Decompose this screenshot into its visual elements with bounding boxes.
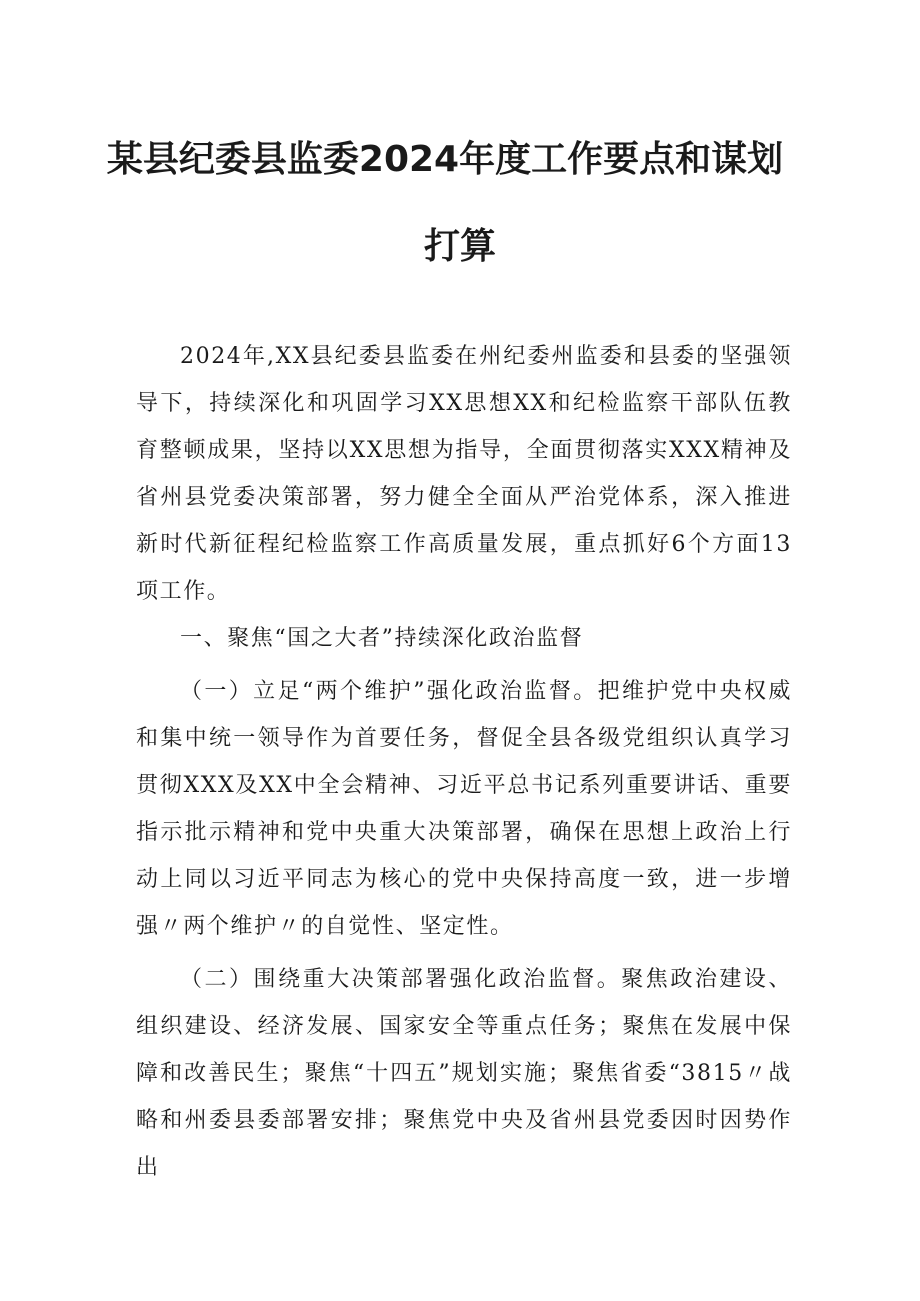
item-2-paragraph: （二）围绕重大决策部署强化政治监督。聚焦政治建设、组织建设、经济发展、国家安全等重点任务；聚焦在发展中保障和改善民生；聚焦“十四五”规划实施；聚焦省委“3815〃战略和州委县委部署安排；聚焦党中央及省州县党委因时因势作出 [136, 967, 792, 1180]
document-title-line-1: 某县纪委县监委2024年度工作要点和谋划 [106, 139, 784, 180]
document-title-line-2: 打算 [423, 226, 496, 267]
item-1-paragraph: （一）立足“两个维护”强化政治监督。把维护党中央权威和集中统一领导作为首要任务，督促全县各级党组织认真学习贯彻XXX及XX中全会精神、习近平总书记系列重要讲话、重要指示批示精神和党中央重大决策部署，确保在思想上政治上行动上同以习近平同志为核心的党中央保持高度一致，进一步增强〃两个维护〃的自觉性、坚定性。 [136, 679, 792, 939]
section-heading: 一、聚焦“国之大者”持续深化政治监督 [180, 626, 584, 651]
intro-paragraph: 2024年,XX县纪委县监委在州纪委州监委和县委的坚强领导下，持续深化和巩固学习XX思想XX和纪检监察干部队伍教育整顿成果，坚持以XX思想为指导，全面贯彻落实XXX精神及省州县党委决策部署，努力健全全面从严治党体系，深入推进新时代新征程纪检监察工作高质量发展，重点抓好6个方面13项工作。 [136, 344, 792, 604]
document-body [136, 333, 792, 1191]
